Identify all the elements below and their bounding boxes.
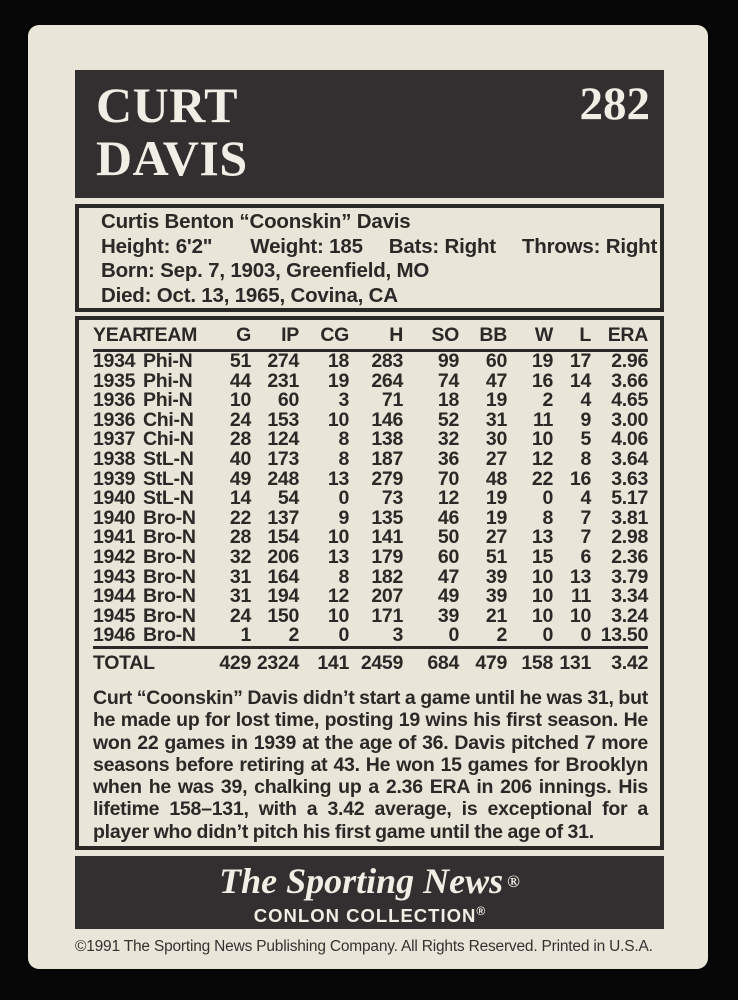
stat-value: 28 [229, 526, 251, 549]
stat-value: 2 [288, 624, 299, 647]
stat-team: Bro-N [143, 526, 196, 549]
stat-value: 3.00 [611, 408, 648, 431]
stat-value: 3 [392, 624, 403, 647]
stat-value: 60 [437, 545, 459, 568]
stat-value: 7 [580, 506, 591, 529]
stat-value: 8 [580, 447, 591, 470]
stat-value: 27 [485, 447, 507, 470]
total-value: 479 [459, 647, 507, 675]
stat-value: 10 [531, 604, 553, 627]
player-name [96, 79, 248, 185]
stat-value: 4 [580, 389, 591, 412]
stat-value: 73 [381, 487, 403, 510]
stat-value: 24 [229, 604, 251, 627]
bio-box [75, 204, 664, 312]
stat-value: 9 [580, 408, 591, 431]
stat-value: 10 [327, 604, 349, 627]
stat-value: 187 [371, 447, 403, 470]
stat-value: 51 [229, 350, 251, 372]
stat-team: Bro-N [143, 545, 196, 568]
total-value: 2324 [251, 647, 299, 675]
career-stats-table [93, 325, 648, 675]
stat-row [93, 626, 648, 647]
stat-value: 10 [531, 428, 553, 451]
stat-year: 1942 [93, 545, 136, 568]
stat-value: 32 [437, 428, 459, 451]
stat-value: 21 [485, 604, 507, 627]
stat-value: 70 [437, 467, 459, 490]
stat-value: 27 [485, 526, 507, 549]
brand-name: The Sporting News [219, 861, 504, 901]
collection-name [75, 901, 664, 926]
total-value: 429 [213, 647, 251, 675]
stat-value: 17 [569, 350, 591, 372]
col-header-h: H [349, 325, 403, 351]
stat-value: 18 [327, 350, 349, 372]
stat-team: Bro-N [143, 565, 196, 588]
stat-value: 60 [485, 350, 507, 372]
stat-team: StL-N [143, 487, 194, 510]
trading-card-back [28, 25, 708, 969]
card-number: 282 [579, 78, 650, 130]
bio-bats: Bats: Right [388, 234, 496, 258]
stat-value: 16 [531, 369, 553, 392]
stat-value: 22 [229, 506, 251, 529]
col-header-w: W [507, 325, 553, 351]
stat-value: 16 [569, 467, 591, 490]
stat-value: 283 [371, 350, 403, 372]
col-header-year: YEAR [93, 325, 143, 351]
stat-row [93, 489, 648, 509]
stat-value: 274 [267, 350, 299, 372]
copyright-line: ©1991 The Sporting News Publishing Company. All Rights Reserved. Printed in U.S.A. [75, 938, 653, 955]
stat-value: 8 [338, 447, 349, 470]
stat-value: 4.65 [611, 389, 648, 412]
stat-value: 0 [338, 487, 349, 510]
stat-value: 3.66 [611, 369, 648, 392]
stat-value: 13 [327, 467, 349, 490]
stat-value: 150 [267, 604, 299, 627]
stat-value: 279 [371, 467, 403, 490]
stat-value: 135 [371, 506, 403, 529]
stat-value: 137 [267, 506, 299, 529]
stat-value: 13.50 [600, 624, 648, 647]
stat-team: Bro-N [143, 506, 196, 529]
total-value: 684 [403, 647, 459, 675]
total-value: 131 [553, 647, 591, 675]
stat-value: 3.34 [611, 585, 648, 608]
stat-value: 0 [580, 624, 591, 647]
stat-value: 49 [437, 585, 459, 608]
stats-header-row [93, 325, 648, 351]
stat-value: 8 [338, 565, 349, 588]
stat-year: 1934 [93, 350, 136, 372]
stat-value: 51 [485, 545, 507, 568]
stat-value: 14 [229, 487, 251, 510]
stat-team: StL-N [143, 467, 194, 490]
stat-row [93, 391, 648, 411]
registered-mark-icon: ® [476, 904, 486, 918]
stat-value: 31 [485, 408, 507, 431]
stat-value: 28 [229, 428, 251, 451]
player-full-name: Curtis Benton “Coonskin” Davis [101, 210, 411, 233]
stat-value: 173 [267, 447, 299, 470]
stat-value: 3.63 [611, 467, 648, 490]
stat-value: 5.17 [611, 487, 648, 510]
stat-value: 206 [267, 545, 299, 568]
stat-value: 7 [580, 526, 591, 549]
stat-team: Chi-N [143, 428, 194, 451]
stat-value: 10 [531, 565, 553, 588]
stat-row [93, 528, 648, 548]
stat-value: 3.79 [611, 565, 648, 588]
stat-year: 1944 [93, 585, 136, 608]
stat-value: 248 [267, 467, 299, 490]
stat-year: 1938 [93, 447, 136, 470]
stat-value: 182 [371, 565, 403, 588]
stat-value: 2.98 [611, 526, 648, 549]
stat-value: 10 [229, 389, 251, 412]
stat-value: 171 [371, 604, 403, 627]
stat-value: 2 [542, 389, 553, 412]
stat-value: 3.64 [611, 447, 648, 470]
stat-value: 22 [531, 467, 553, 490]
stat-value: 39 [437, 604, 459, 627]
stat-value: 12 [531, 447, 553, 470]
stat-value: 10 [327, 408, 349, 431]
stat-row [93, 450, 648, 470]
stat-value: 0 [448, 624, 459, 647]
stat-value: 264 [371, 369, 403, 392]
stats-box [75, 316, 664, 850]
stat-value: 231 [267, 369, 299, 392]
total-label: TOTAL [93, 647, 213, 675]
stat-value: 5 [580, 428, 591, 451]
stat-team: Bro-N [143, 585, 196, 608]
stat-value: 138 [371, 428, 403, 451]
stat-year: 1935 [93, 369, 136, 392]
stat-row [93, 548, 648, 568]
stat-value: 12 [327, 585, 349, 608]
stat-value: 153 [267, 408, 299, 431]
footer-brand-panel [75, 856, 664, 929]
stat-value: 50 [437, 526, 459, 549]
col-header-team: TEAM [143, 325, 213, 351]
stat-team: Phi-N [143, 389, 193, 412]
stat-value: 49 [229, 467, 251, 490]
card-header-panel [75, 70, 664, 198]
stat-value: 3 [338, 389, 349, 412]
stat-value: 4 [580, 487, 591, 510]
stat-value: 13 [569, 565, 591, 588]
stat-value: 18 [437, 389, 459, 412]
stat-value: 207 [371, 585, 403, 608]
stat-value: 15 [531, 545, 553, 568]
stat-value: 39 [485, 565, 507, 588]
stat-year: 1939 [93, 467, 136, 490]
stat-value: 32 [229, 545, 251, 568]
stat-value: 19 [485, 487, 507, 510]
stat-value: 10 [531, 585, 553, 608]
stat-value: 6 [580, 545, 591, 568]
stat-value: 124 [267, 428, 299, 451]
stat-year: 1940 [93, 506, 136, 529]
stat-year: 1941 [93, 526, 136, 549]
stat-value: 0 [542, 487, 553, 510]
stat-value: 74 [437, 369, 459, 392]
bio-throws: Throws: Right [521, 234, 658, 258]
registered-mark-icon: ® [507, 872, 520, 891]
stat-value: 0 [542, 624, 553, 647]
stat-value: 19 [485, 389, 507, 412]
col-header-g: G [213, 325, 251, 351]
total-value: 158 [507, 647, 553, 675]
stat-value: 71 [381, 389, 403, 412]
stat-value: 52 [437, 408, 459, 431]
col-header-era: ERA [591, 325, 648, 351]
stat-team: Chi-N [143, 408, 194, 431]
stats-total-row [93, 647, 648, 675]
stat-value: 1 [240, 624, 251, 647]
biography-text: Curt “Coonskin” Davis didn’t start a game until he was 31, but he made up for lost time, posting 19 wins his first season. He won 22 games in 1939 at the age of 36. Davis pitched 7 more seasons before retiring at 43. He won 15 games for Brooklyn when he was 39, chalking up a 2.36 ERA in 206 innings. His lifetime 158–131, with a 3.42 average, is exceptional for a player who didn’t pitch his first game until the age of 31. [93, 686, 648, 843]
stat-value: 19 [531, 350, 553, 372]
stat-value: 12 [437, 487, 459, 510]
stat-value: 9 [338, 506, 349, 529]
col-header-cg: CG [299, 325, 349, 351]
stat-value: 44 [229, 369, 251, 392]
stat-value: 39 [485, 585, 507, 608]
total-value: 2459 [349, 647, 403, 675]
stat-value: 24 [229, 408, 251, 431]
stat-value: 8 [338, 428, 349, 451]
stat-value: 46 [437, 506, 459, 529]
total-value: 3.42 [591, 647, 648, 675]
bio-born: Born: Sep. 7, 1903, Greenfield, MO [101, 259, 430, 282]
stat-value: 3.24 [611, 604, 648, 627]
stat-value: 2.36 [611, 545, 648, 568]
stat-row [93, 351, 648, 372]
stat-year: 1943 [93, 565, 136, 588]
stat-value: 40 [229, 447, 251, 470]
stat-team: Phi-N [143, 350, 193, 372]
stat-value: 13 [531, 526, 553, 549]
stat-value: 154 [267, 526, 299, 549]
stat-value: 194 [267, 585, 299, 608]
total-value: 141 [299, 647, 349, 675]
stat-value: 31 [229, 565, 251, 588]
stat-value: 47 [437, 565, 459, 588]
stat-value: 0 [338, 624, 349, 647]
stat-value: 146 [371, 408, 403, 431]
stat-year: 1946 [93, 624, 136, 647]
stat-year: 1937 [93, 428, 136, 451]
sporting-news-logo [75, 862, 664, 901]
stat-value: 141 [371, 526, 403, 549]
col-header-l: L [553, 325, 591, 351]
stat-value: 31 [229, 585, 251, 608]
stat-team: Phi-N [143, 369, 193, 392]
stat-value: 14 [569, 369, 591, 392]
stat-team: Bro-N [143, 604, 196, 627]
stat-value: 19 [327, 369, 349, 392]
stat-value: 30 [485, 428, 507, 451]
stat-value: 19 [485, 506, 507, 529]
stat-year: 1940 [93, 487, 136, 510]
stat-value: 8 [542, 506, 553, 529]
player-first-name: CURT [96, 77, 238, 133]
stat-value: 36 [437, 447, 459, 470]
player-last-name: DAVIS [96, 130, 248, 186]
stat-value: 47 [485, 369, 507, 392]
stat-value: 164 [267, 565, 299, 588]
col-header-bb: BB [459, 325, 507, 351]
bio-weight: Weight: 185 [250, 234, 363, 258]
stat-value: 10 [569, 604, 591, 627]
stat-value: 2 [496, 624, 507, 647]
bio-height: Height: 6'2" [101, 234, 213, 258]
stat-year: 1945 [93, 604, 136, 627]
stat-value: 10 [327, 526, 349, 549]
stat-value: 13 [327, 545, 349, 568]
stat-value: 11 [570, 585, 591, 608]
col-header-ip: IP [251, 325, 299, 351]
stat-value: 54 [277, 487, 299, 510]
stat-value: 11 [532, 408, 553, 431]
stat-year: 1936 [93, 389, 136, 412]
stat-value: 99 [437, 350, 459, 372]
col-header-so: SO [403, 325, 459, 351]
stat-row [93, 587, 648, 607]
stat-value: 4.06 [611, 428, 648, 451]
stat-value: 3.81 [611, 506, 648, 529]
stat-value: 60 [277, 389, 299, 412]
stat-year: 1936 [93, 408, 136, 431]
bio-died: Died: Oct. 13, 1965, Covina, CA [101, 283, 398, 307]
stat-value: 2.96 [611, 350, 648, 372]
card-content-frame [75, 70, 664, 956]
stat-team: Bro-N [143, 624, 196, 647]
bio-attributes-row [101, 234, 658, 260]
collection-label: CONLON COLLECTION [253, 905, 477, 927]
stat-value: 48 [485, 467, 507, 490]
stat-team: StL-N [143, 447, 194, 470]
stat-value: 179 [371, 545, 403, 568]
